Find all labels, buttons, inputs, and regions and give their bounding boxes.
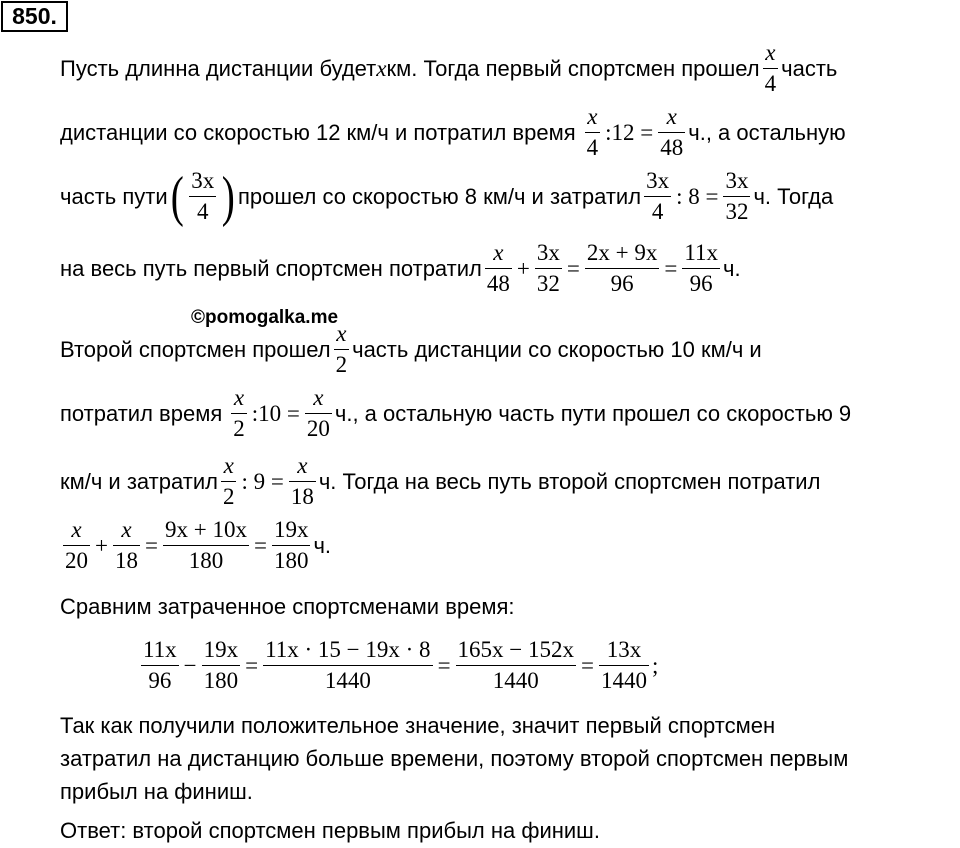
operator: : 8 = [676,183,719,209]
denominator: 32 [535,268,562,297]
fraction [334,321,350,378]
fraction [141,637,179,694]
text: ч., а остальную часть пути прошел со скоростью 9 [334,400,852,426]
text: ч. Тогда на весь путь второй спортсмен потратил [318,468,821,494]
numerator: x [223,453,234,478]
numerator: x [297,453,308,478]
denominator: 18 [289,481,316,510]
text: потратил время [60,400,223,426]
line-11 [60,713,775,739]
fraction [189,168,216,225]
denominator: 2 [334,349,350,378]
numerator: 165x − 152x [457,637,575,662]
operator: + [516,255,530,281]
denominator: 1440 [599,665,649,694]
text: ч. Тогда [753,183,834,209]
denominator: 1440 [456,665,576,694]
text: прошел со скоростью 8 км/ч и затратил [237,183,642,209]
numerator: x [313,385,324,410]
numerator: 3x [536,240,560,265]
text: Сравним затраченное спортсменами время: [60,594,515,619]
line-8 [60,517,331,574]
text: прибыл на финиш. [60,779,253,804]
numerator: x [493,240,504,265]
answer-line [60,818,600,844]
fraction [202,637,241,694]
denominator: 4 [644,196,671,225]
numerator: 19x [273,517,309,542]
fraction [272,517,311,574]
operator: = [566,255,580,281]
numerator: x [765,40,776,65]
fraction [113,517,140,574]
operator: = [245,652,259,678]
numerator: 11x [684,240,718,265]
numerator: x [71,517,82,542]
fraction [763,40,779,97]
fraction [658,104,685,161]
fraction [723,168,750,225]
denominator: 180 [272,545,311,574]
problem-number-badge: 850. [1,1,68,32]
line-9 [60,594,515,620]
variable-x: x [376,55,387,81]
line-6 [60,385,851,442]
numerator: 11x · 15 − 19x · 8 [265,637,431,662]
denominator: 1440 [263,665,432,694]
denominator: 2 [231,413,247,442]
text: км. Тогда первый спортсмен прошел [386,55,760,81]
watermark: ©pomogalka.me [191,307,339,328]
denominator: 20 [305,413,332,442]
fraction [163,517,249,574]
fraction [682,240,720,297]
fraction [63,517,90,574]
operator: :12 = [605,119,654,145]
text: часть пути [60,183,168,209]
text: часть [781,55,838,81]
text: Пусть длинна дистанции будет [60,55,377,81]
numerator: 11x [143,637,177,662]
numerator: x [666,104,677,129]
numerator: 19x [203,637,239,662]
line-10 [138,637,658,694]
numerator: 13x [606,637,642,662]
fraction [305,385,332,442]
line-4 [60,240,741,297]
denominator: 48 [485,268,512,297]
line-7 [60,453,820,510]
text: на весь путь первый спортсмен потратил [60,255,482,281]
operator: = [581,652,595,678]
left-paren: ( [170,165,184,228]
numerator: 3x [191,168,215,193]
operator: = [253,532,267,558]
denominator: 18 [113,545,140,574]
fraction [585,240,659,297]
text: Так как получили положительное значение, значит первый спортсмен [60,713,776,738]
line-12 [60,746,848,772]
text: затратил на дистанцию больше времени, поэтому второй спортсмен первым [60,746,849,771]
numerator: x [121,517,132,542]
operator: + [95,532,108,558]
numerator: 2x + 9x [586,240,658,265]
operator: = [664,255,678,281]
operator: :10 = [251,400,300,426]
text: км/ч и затратил [60,468,218,494]
fraction [585,104,601,161]
denominator: 48 [658,132,685,161]
line-13 [60,779,253,805]
fraction [599,637,649,694]
line-1 [60,40,837,97]
operator: − [183,652,197,678]
operator: = [144,532,158,558]
denominator: 180 [202,665,241,694]
numerator: 9x + 10x [164,517,247,542]
operator: = [437,652,451,678]
fraction [221,453,237,510]
numerator: x [233,385,245,410]
denominator: 2 [221,481,237,510]
denominator: 4 [585,132,601,161]
text: ; [652,652,659,678]
numerator: 3x [646,168,670,193]
fraction [456,637,576,694]
text: ч. [313,532,332,558]
fraction [644,168,671,225]
numerator: x [336,321,347,346]
fraction [263,637,432,694]
line-2 [60,104,846,161]
text: дистанции со скоростью 12 км/ч и потратил время [60,119,576,145]
text: часть дистанции со скоростью 10 км/ч и [352,336,762,362]
text: ч., а остальную [688,119,846,145]
fraction [231,385,247,442]
text: Ответ: второй спортсмен первым прибыл на финиш. [60,818,600,843]
denominator: 96 [682,268,720,297]
fraction [289,453,316,510]
denominator: 180 [163,545,249,574]
denominator: 4 [189,196,216,225]
fraction [485,240,512,297]
numerator: 3x [725,168,749,193]
line-5 [60,321,762,378]
text: ч. [722,255,741,281]
text: Второй спортсмен прошел [60,336,331,362]
denominator: 96 [585,268,659,297]
operator: : 9 = [241,468,284,494]
fraction [535,240,562,297]
line-3 [60,165,834,228]
denominator: 20 [63,545,90,574]
numerator: x [587,104,598,129]
right-paren: ) [222,165,236,228]
denominator: 32 [723,196,750,225]
denominator: 4 [763,68,779,97]
denominator: 96 [141,665,179,694]
